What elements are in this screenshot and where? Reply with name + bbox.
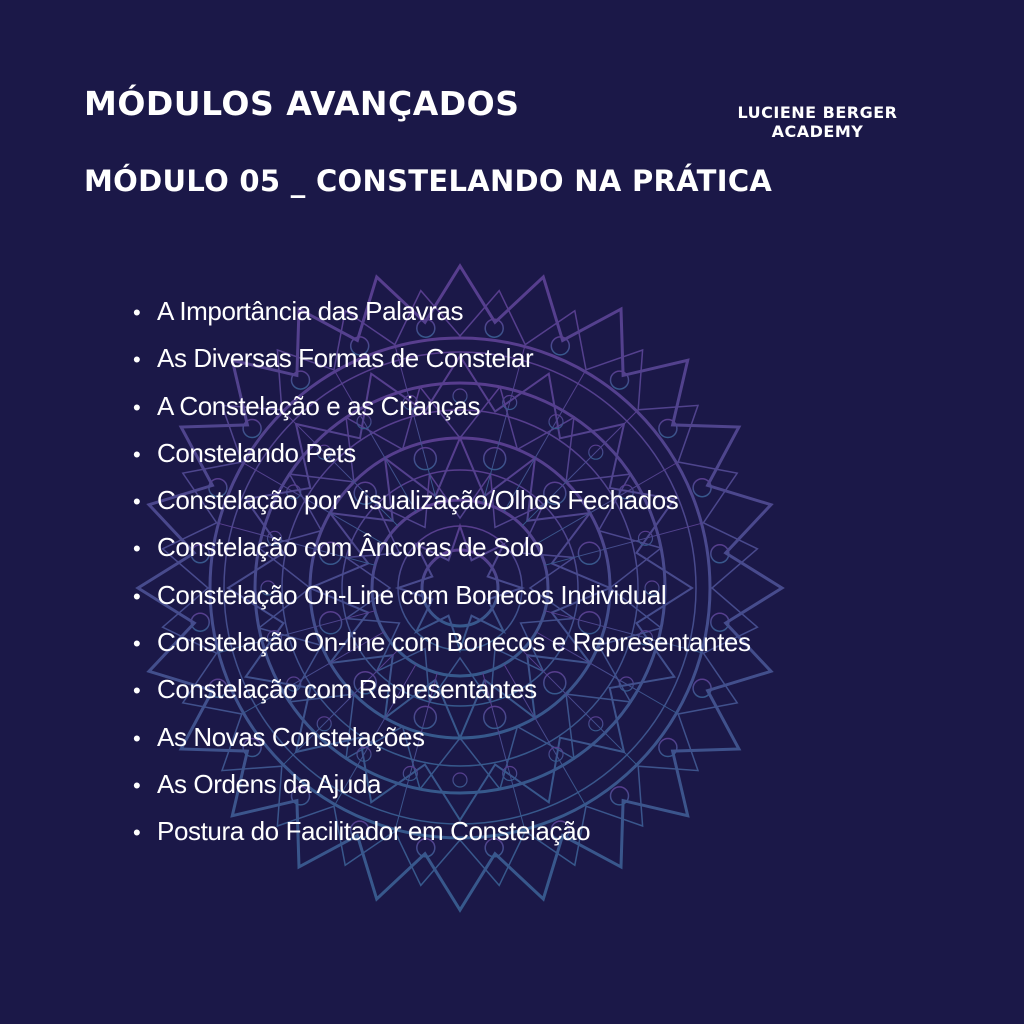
list-item: • Constelação por Visualização/Olhos Fechados xyxy=(133,477,751,524)
module-title: MÓDULO 05 _ CONSTELANDO NA PRÁTICA xyxy=(84,164,773,198)
list-item: • Constelação com Âncoras de Solo xyxy=(133,524,751,571)
brand-logo xyxy=(700,103,935,141)
list-item: • A Importância das Palavras xyxy=(133,288,751,335)
topic-list xyxy=(133,288,751,856)
brand-line-2: ACADEMY xyxy=(771,122,864,141)
list-item: • As Novas Constelações xyxy=(133,714,751,761)
page-title: MÓDULOS AVANÇADOS xyxy=(84,84,520,123)
list-item: • A Constelação e as Crianças xyxy=(133,383,751,430)
list-item: • Constelação On-Line com Bonecos Individual xyxy=(133,572,751,619)
list-item: • As Diversas Formas de Constelar xyxy=(133,335,751,382)
list-item: • Postura do Facilitador em Constelação xyxy=(133,808,751,855)
list-item: • Constelando Pets xyxy=(133,430,751,477)
brand-line-1: LUCIENE BERGER xyxy=(737,103,898,122)
list-item: • Constelação com Representantes xyxy=(133,666,751,713)
list-item: • Constelação On-line com Bonecos e Representantes xyxy=(133,619,751,666)
list-item: • As Ordens da Ajuda xyxy=(133,761,751,808)
